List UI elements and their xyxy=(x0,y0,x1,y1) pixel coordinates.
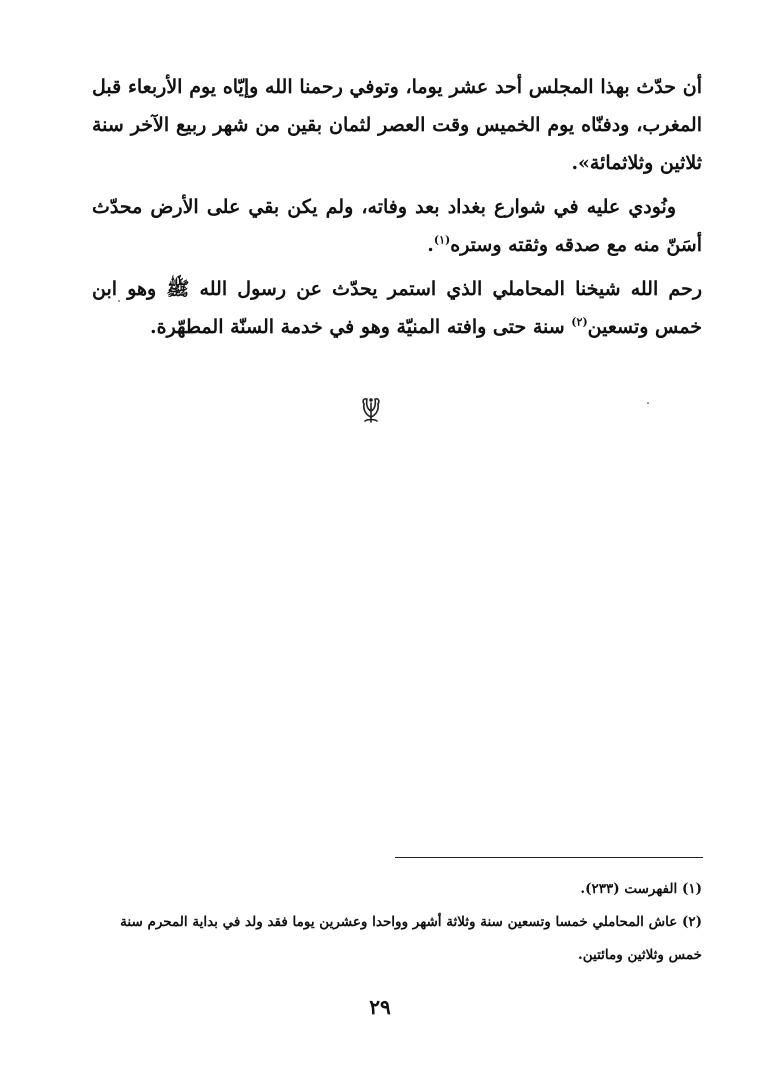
floral-ornament-icon xyxy=(355,395,387,425)
paragraph-3-text: رحم الله شيخنا المحاملي الذي استمر يحدّث عن رسول الله ﷺ وهو ابن خمس وتسعين xyxy=(92,278,702,338)
paragraph-2 xyxy=(92,188,702,264)
footnote-separator xyxy=(395,857,703,858)
paragraph-1 xyxy=(92,68,702,182)
main-text xyxy=(92,68,702,352)
paragraph-2-end: . xyxy=(427,234,434,256)
scan-speck xyxy=(647,402,649,404)
footnotes xyxy=(100,873,702,972)
paragraph-3 xyxy=(92,270,702,346)
paragraph-2-text: ونُودي عليه في شوارع بغداد بعد وفاته، ولم يكن بقي على الأرض محدّث أسَنّ منه مع صدقه وثقته وستره xyxy=(92,196,702,256)
footnote-ref-1: (١) xyxy=(433,233,451,247)
footnote-1: (١) الفهرست (٢٣٣). xyxy=(580,881,702,897)
scan-speck xyxy=(118,300,120,302)
footnote-2: (٢) عاش المحاملي خمسا وتسعين سنة وثلاثة أشهر وواحدا وعشرين يوما فقد ولد في بداية المحرم سنة خمس وثلاثين ومائتين. xyxy=(120,914,702,963)
footnote-ref-2: (٢) xyxy=(571,315,588,329)
paragraph-3-continued: سنة حتى وافته المنيّة وهو في خدمة السنّة المطهّرة. xyxy=(150,316,565,338)
paragraph-1-text: أن حدّث بهذا المجلس أحد عشر يوما، وتوفي رحمنا الله وإيّاه يوم الأربعاء قبل المغرب، ودفنّاه يوم الخميس وقت العصر لثمان بقين من شهر ربيع الآخر سنة ثلاثين وثلاثمائة». xyxy=(92,76,702,174)
page-number: ٢٩ xyxy=(369,995,391,1019)
